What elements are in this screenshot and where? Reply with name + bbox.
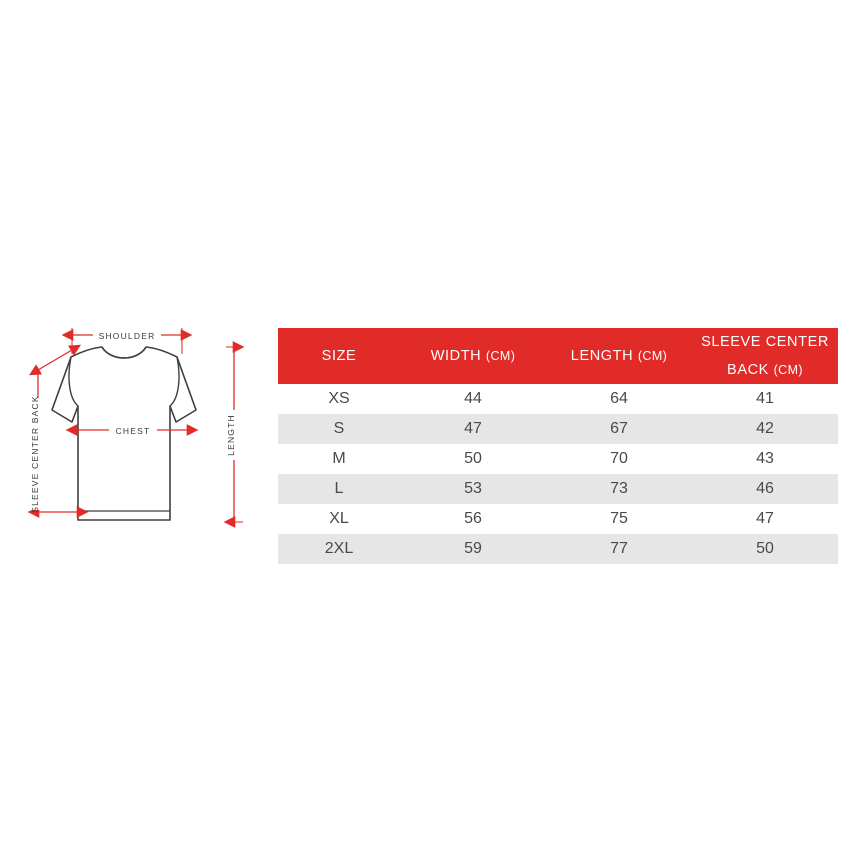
cell-size: M: [332, 450, 346, 467]
table-header-row: [278, 328, 838, 384]
column-header-size-label: SIZE: [321, 348, 357, 364]
cell-width: 59: [400, 534, 546, 564]
cell-length: 67: [546, 414, 692, 444]
cell-width: 44: [464, 390, 482, 407]
column-header-sleeve: [692, 328, 838, 384]
column-header-width-label: WIDTH: [430, 348, 482, 364]
cell-sleeve: 42: [692, 414, 838, 444]
table-row: [278, 534, 838, 564]
chest-label: CHEST: [115, 426, 151, 436]
cell-sleeve: 43: [756, 450, 774, 467]
table-row: [278, 504, 838, 534]
table-body: [278, 384, 838, 564]
column-header-length-label: LENGTH: [570, 348, 634, 364]
cell-sleeve: 46: [692, 474, 838, 504]
column-header-size: [278, 328, 400, 384]
column-header-length-unit: (CM): [637, 349, 668, 363]
cell-sleeve: 50: [692, 534, 838, 564]
cell-length: 77: [546, 534, 692, 564]
cell-size: S: [278, 414, 400, 444]
cell-length: 64: [610, 390, 628, 407]
table-header: [278, 328, 838, 384]
table-row: [278, 444, 838, 474]
cell-width: 56: [464, 510, 482, 527]
cell-length: 75: [610, 510, 628, 527]
cell-width: 53: [400, 474, 546, 504]
cell-sleeve: 47: [756, 510, 774, 527]
column-header-sleeve-unit: (CM): [773, 363, 803, 377]
table-row: [278, 474, 838, 504]
table-row: [278, 414, 838, 444]
column-header-width: [400, 328, 546, 384]
cell-sleeve: 41: [756, 390, 774, 407]
cell-length: 73: [546, 474, 692, 504]
cell-size: XS: [328, 390, 350, 407]
cell-size: L: [278, 474, 400, 504]
sleeve-center-back-label: SLEEVE CENTER BACK: [30, 395, 40, 513]
cell-size: 2XL: [278, 534, 400, 564]
cell-length: 70: [610, 450, 628, 467]
length-label: LENGTH: [226, 414, 236, 456]
column-header-width-unit: (CM): [485, 349, 516, 363]
size-chart-table: [278, 328, 838, 564]
length-dimension: [226, 347, 243, 522]
tshirt-measurement-diagram: [10, 310, 268, 550]
column-header-sleeve-label: SLEEVE CENTER BACK: [701, 334, 829, 378]
shoulder-label: SHOULDER: [98, 331, 156, 341]
cell-width: 47: [400, 414, 546, 444]
column-header-length: [546, 328, 692, 384]
cell-size: XL: [329, 510, 349, 527]
table-row: [278, 384, 838, 414]
cell-width: 50: [464, 450, 482, 467]
